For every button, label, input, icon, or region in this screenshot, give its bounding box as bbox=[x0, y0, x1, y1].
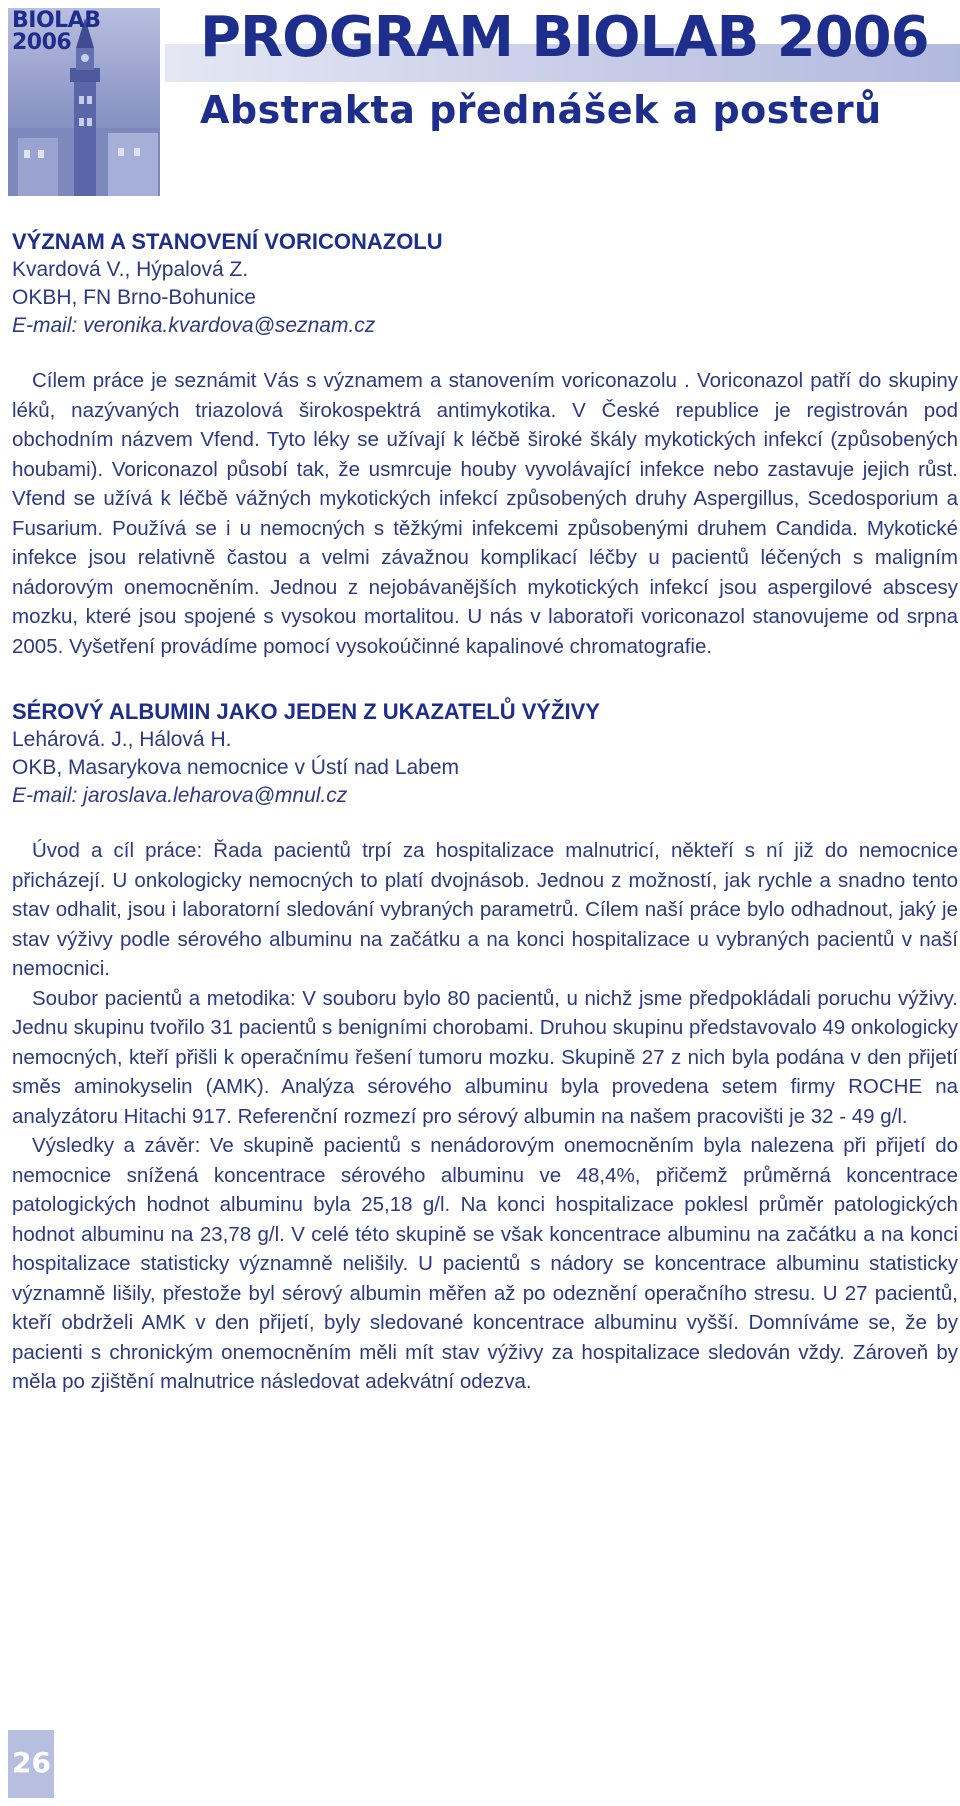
abstract-title: VÝZNAM A STANOVENÍ VORICONAZOLU bbox=[12, 229, 443, 254]
abstract-institution: OKBH, FN Brno-Bohunice bbox=[12, 286, 256, 309]
abstract-authors: Lehárová. J., Hálová H. bbox=[12, 728, 232, 751]
biolab-logo bbox=[8, 8, 160, 196]
page-number-box bbox=[8, 1730, 54, 1798]
abstract-title: SÉROVÝ ALBUMIN JAKO JEDEN Z UKAZATELŮ VÝŽIVY bbox=[12, 699, 600, 724]
logo-text bbox=[12, 10, 100, 54]
abstract-paragraph: Cílem práce je seznámit Vás s významem a stanovením voriconazolu . Voriconazol patří do skupiny léků, nazývaných triazolová širokospektrá antimykotika. V České republice je registrován pod obchodním názvem Vfend. Tyto léky se užívají k léčbě široké škály mykotických infekcí (způsobených houbami). Voriconazol působí tak, že usmrcuje houby vyvolávající infekce nebo zastavuje jejich růst. Vfend se užívá k léčbě vážných mykotických infekcí způsobených druhy Aspergillus, Scedosporium a Fusarium. Používá se i u nemocných s těžkými infekcemi způsobenými druhem Candida. Mykotické infekce jsou relativně častou a velmi závažnou komplikací léčby u pacientů léčených s maligním nádorovým onemocněním. Jednou z nejobávanějších mykotických infekcí jsou aspergilové abscesy mozku, které jsou spojené s vysokou mortalitou. U nás v laboratoři voriconazol stanovujeme od srpna 2005. Vyšetření provádíme pomocí vysokoúčinné kapalinové chromatografie. bbox=[12, 369, 958, 658]
logo-line-1: BIOLAB bbox=[12, 8, 101, 33]
abstract-paragraph-intro: Úvod a cíl práce: Řada pacientů trpí za hospitalizace malnutricí, někteří s ní již do nemocnice přicházejí. U onkologicky nemocných to platí dvojnásob. Jednou z možností, jak rychle a snadno tento stav odhalit, jsou i laboratorní sledování vybraných parametrů. Cílem naší práce bylo odhadnout, jaký je stav výživy podle sérového albuminu na začátku a na konci hospitalizace u vybraných pacientů v naší nemocnici. bbox=[12, 839, 958, 980]
logo-line-2: 2006 bbox=[12, 30, 72, 55]
abstract-paragraph-methods: Soubor pacientů a metodika: V souboru bylo 80 pacientů, u nichž jsme předpokládali poruchu výživy. Jednu skupinu tvořilo 31 pacientů s benigními chorobami. Druhou skupinu představovalo 49 onkologicky nemocných, kteří přišli k operačnímu řešení tumoru mozku. Skupině 27 z nich byla podána v den přijetí směs aminokyselin (AMK). Analýza sérového albuminu byla provedena setem firmy ROCHE na analyzátoru Hitachi 917. Referenční rozmezí pro sérový albumin na našem pracovišti je 32 - 49 g/l. bbox=[12, 986, 958, 1128]
abstract-authors: Kvardová V., Hýpalová Z. bbox=[12, 258, 249, 281]
abstract-email: E-mail: veronika.kvardova@seznam.cz bbox=[12, 314, 376, 337]
abstract-paragraph-results: Výsledky a závěr: Ve skupině pacientů s nenádorovým onemocněním byla nalezena při přijetí do nemocnice snížená koncentrace sérového albuminu ve 48,4%, přičemž průměrná koncentrace patologických hodnot albuminu byla 25,18 g/l. Na konci hospitalizace poklesl průměr patologických hodnot albuminu na 23,78 g/l. V celé této skupině se však koncentrace albuminu na začátku a na konci hospitalizace statisticky významně nelišily. U pacientů s nádory se koncentrace albuminu statisticky významně lišily, přestože byl sérový albumin měřen až po odeznění operačního stresu. U 27 pacientů, kteří obdrželi AMK v den přijetí, byly sledované koncentrace albuminu vyšší. Domníváme se, že by pacienti s chronickým onemocněním měli mít stav výživy za hospitalizace sledován vždy. Zároveň by měla po zjištění malnutrice následovat adekvátní odezva. bbox=[12, 1134, 958, 1393]
abstract-serovy-albumin bbox=[12, 698, 958, 1397]
abstract-voriconazol bbox=[12, 228, 958, 661]
page-title: PROGRAM BIOLAB 2006 bbox=[200, 5, 929, 70]
abstract-email: E-mail: jaroslava.leharova@mnul.cz bbox=[12, 784, 348, 807]
page-number: 26 bbox=[12, 1746, 51, 1779]
page-subtitle: Abstrakta přednášek a posterů bbox=[200, 88, 882, 132]
abstract-institution: OKB, Masarykova nemocnice v Ústí nad Labem bbox=[12, 756, 460, 779]
